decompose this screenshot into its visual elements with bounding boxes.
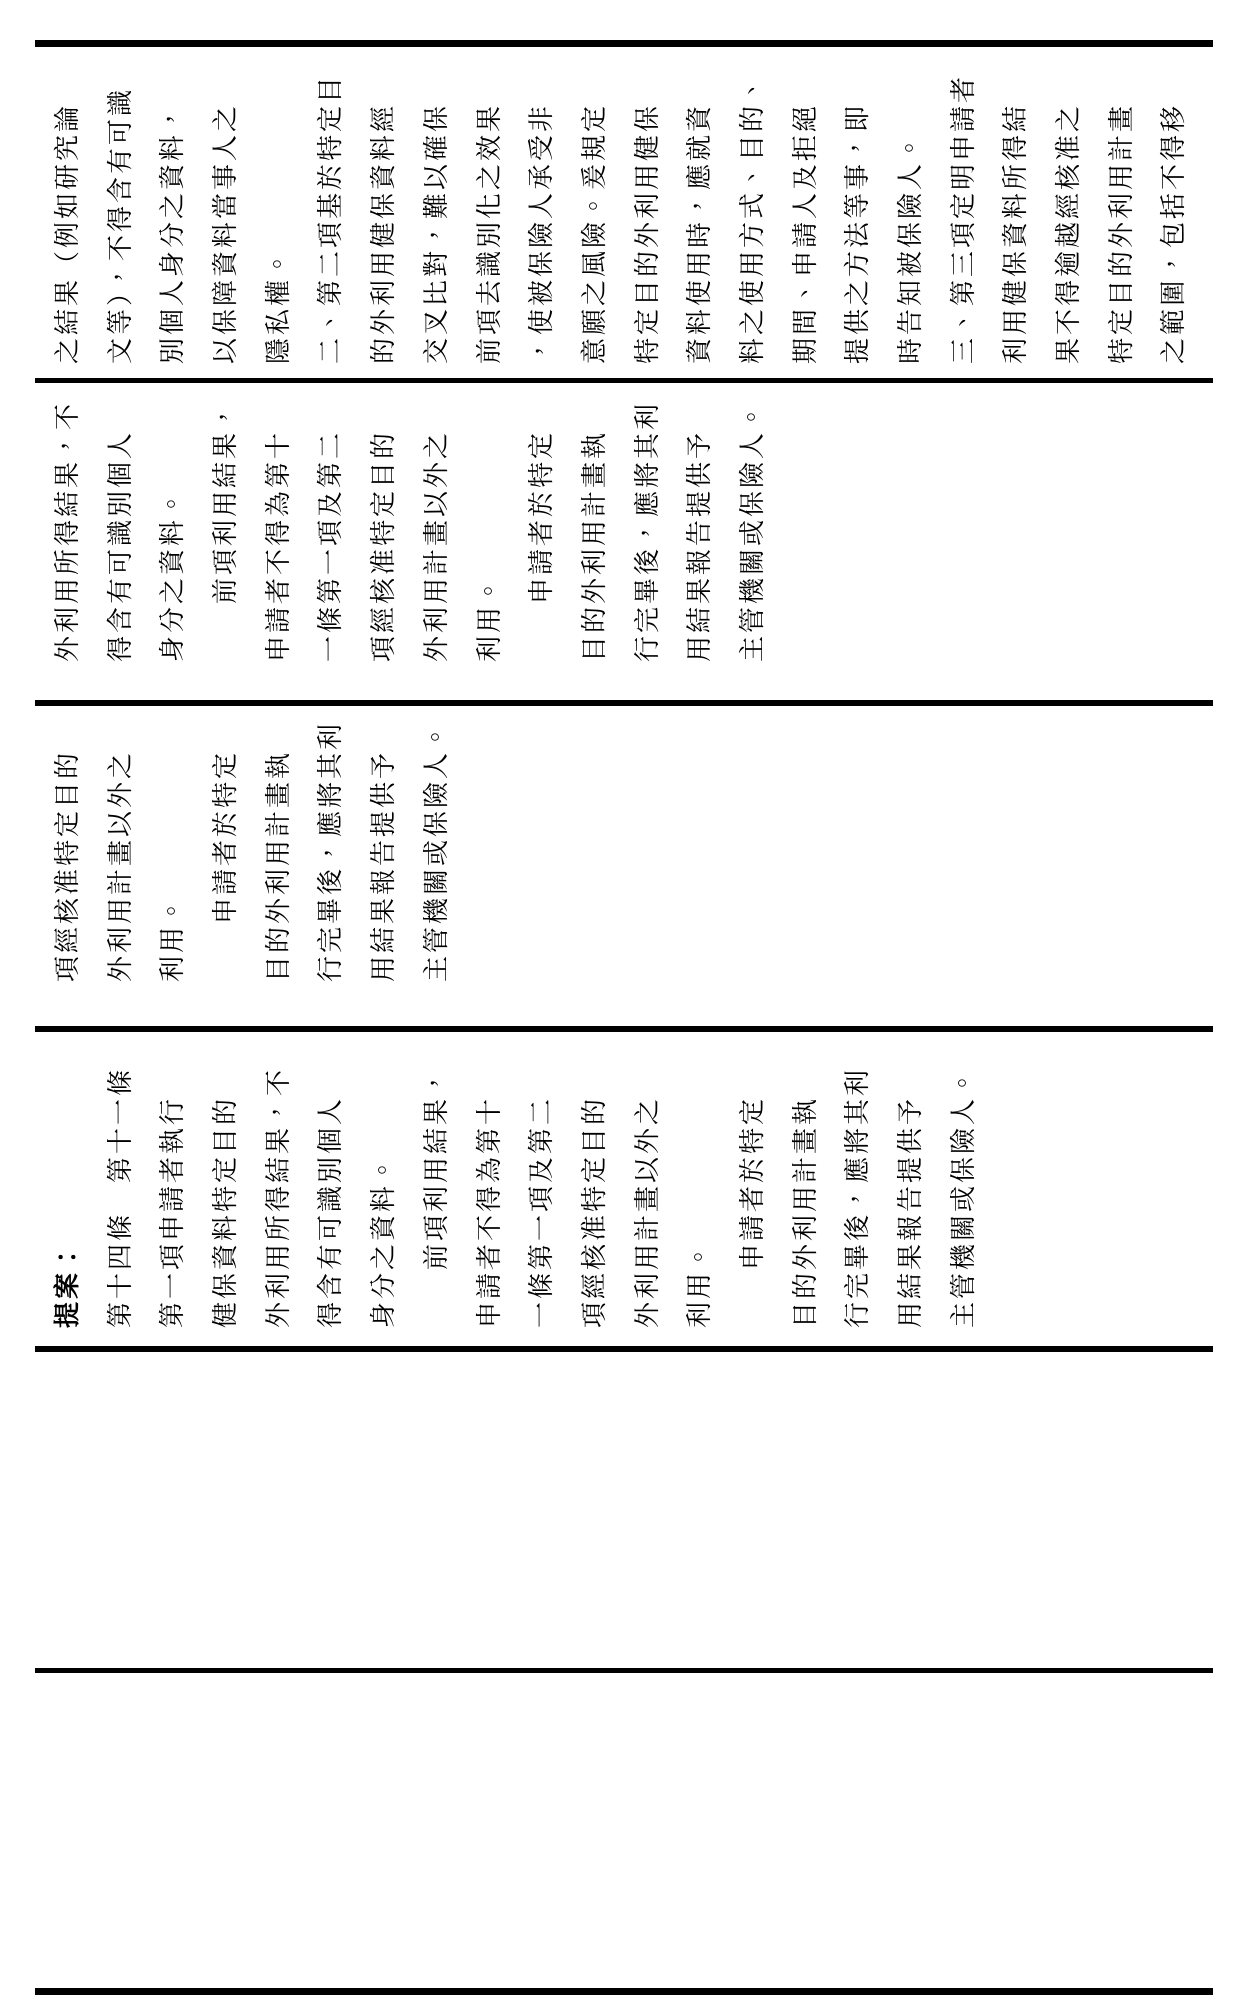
text-line: 之範圍，包括不得移 [1159, 102, 1190, 364]
text-line: 申請者不得為第十 [474, 1095, 505, 1328]
text-line: 申請者不得為第十 [263, 429, 294, 662]
text-line: 交叉比對，難以確保 [421, 102, 452, 364]
text-line: 別個人身分之資料， [158, 102, 189, 364]
text-line: 時告知被保險人。 [896, 131, 926, 364]
text-line: 一條第一項及第二 [316, 429, 347, 662]
text-line: 前項去識別化之效果 [474, 102, 505, 364]
text-line: 以保障資料當事人之 [211, 102, 242, 364]
text-line: 項經核准特定目的 [369, 429, 400, 662]
text-line: 資料使用時，應就資 [685, 102, 716, 364]
text-line: 主管機關或保險人。 [421, 720, 452, 982]
text-line: 項經核准特定目的 [579, 1095, 610, 1328]
text-line: 行完畢後，應將其利 [316, 720, 347, 982]
text-line: 得含有可識別個人 [105, 429, 136, 662]
text-line: 項經核准特定目的 [53, 749, 83, 982]
column-provision-inner [42, 384, 780, 662]
text-line: 果不得逾越經核准之 [1054, 102, 1085, 364]
text-line: 申請者於特定 [527, 429, 558, 662]
column-explanation [42, 50, 1201, 364]
text-line: 第十四條 第十一條 [105, 1066, 136, 1328]
text-line: 期間、申請人及拒絕 [790, 102, 821, 364]
text-line: 隱私權。 [263, 247, 294, 364]
text-line: 身分之資料。 [369, 1153, 400, 1328]
text-line: 文等），不得含有可識 [105, 86, 136, 364]
text-line: 外利用計畫以外之 [421, 429, 452, 662]
text-line: 的外利用健保資料經 [369, 102, 400, 364]
table-border-left [35, 1988, 1213, 1995]
text-line: 外利用所得結果，不 [53, 400, 83, 662]
column-provision-middle [42, 704, 464, 982]
text-line: 用結果報告提供予 [369, 749, 400, 982]
text-line: 利用。 [685, 1240, 716, 1328]
text-line: 用結果報告提供予 [896, 1095, 926, 1328]
text-line: 第一項申請者執行 [158, 1095, 189, 1328]
text-line: 主管機關或保險人。 [948, 1066, 979, 1328]
text-line: 目的外利用計畫執 [579, 429, 610, 662]
text-line: 前項利用結果， [211, 400, 242, 662]
text-line: 二、第二項基於特定目 [316, 73, 347, 364]
text-line: 料之使用方式、目的、 [737, 73, 768, 364]
column-divider-2 [35, 1346, 1213, 1352]
proposal-label: 提案： [53, 1240, 83, 1328]
column-divider-3 [35, 1026, 1213, 1032]
table-border-right [35, 40, 1213, 47]
text-line: 申請者於特定 [211, 749, 242, 982]
text-line: ，使被保險人承受非 [527, 102, 558, 364]
text-line: 提供之方法等事，即 [843, 102, 874, 364]
text-line: 利用。 [474, 574, 505, 662]
text-line: 身分之資料。 [158, 487, 189, 662]
text-line: 目的外利用計畫執 [263, 749, 294, 982]
text-line: 利用健保資料所得結 [1001, 102, 1032, 364]
text-line: 主管機關或保險人。 [737, 400, 768, 662]
text-line: 得含有可識別個人 [316, 1095, 347, 1328]
column-divider-5 [35, 378, 1213, 383]
column-divider-1 [35, 1668, 1213, 1673]
column-proposal [42, 1036, 990, 1328]
text-line: 之結果（例如研究論 [53, 102, 83, 364]
text-line: 外利用計畫以外之 [105, 749, 136, 982]
text-line: 意願之風險。爰規定 [579, 102, 610, 364]
text-line: 特定目的外利用健保 [632, 102, 663, 364]
text-line: 特定目的外利用計畫 [1106, 102, 1137, 364]
text-line: 三、第三項定明申請者 [948, 73, 979, 364]
text-line: 外利用計畫以外之 [632, 1095, 663, 1328]
text-line: 申請者於特定 [737, 1095, 768, 1328]
text-line: 行完畢後，應將其利 [843, 1066, 874, 1328]
text-line: 利用。 [158, 894, 189, 982]
text-line: 前項利用結果， [421, 1066, 452, 1328]
text-line: 用結果報告提供予 [685, 429, 716, 662]
text-line: 外利用所得結果，不 [263, 1066, 294, 1328]
text-line: 目的外利用計畫執 [790, 1095, 821, 1328]
text-line: 一條第一項及第二 [527, 1095, 558, 1328]
text-line: 行完畢後，應將其利 [632, 400, 663, 662]
text-line: 健保資料特定目的 [211, 1095, 242, 1328]
